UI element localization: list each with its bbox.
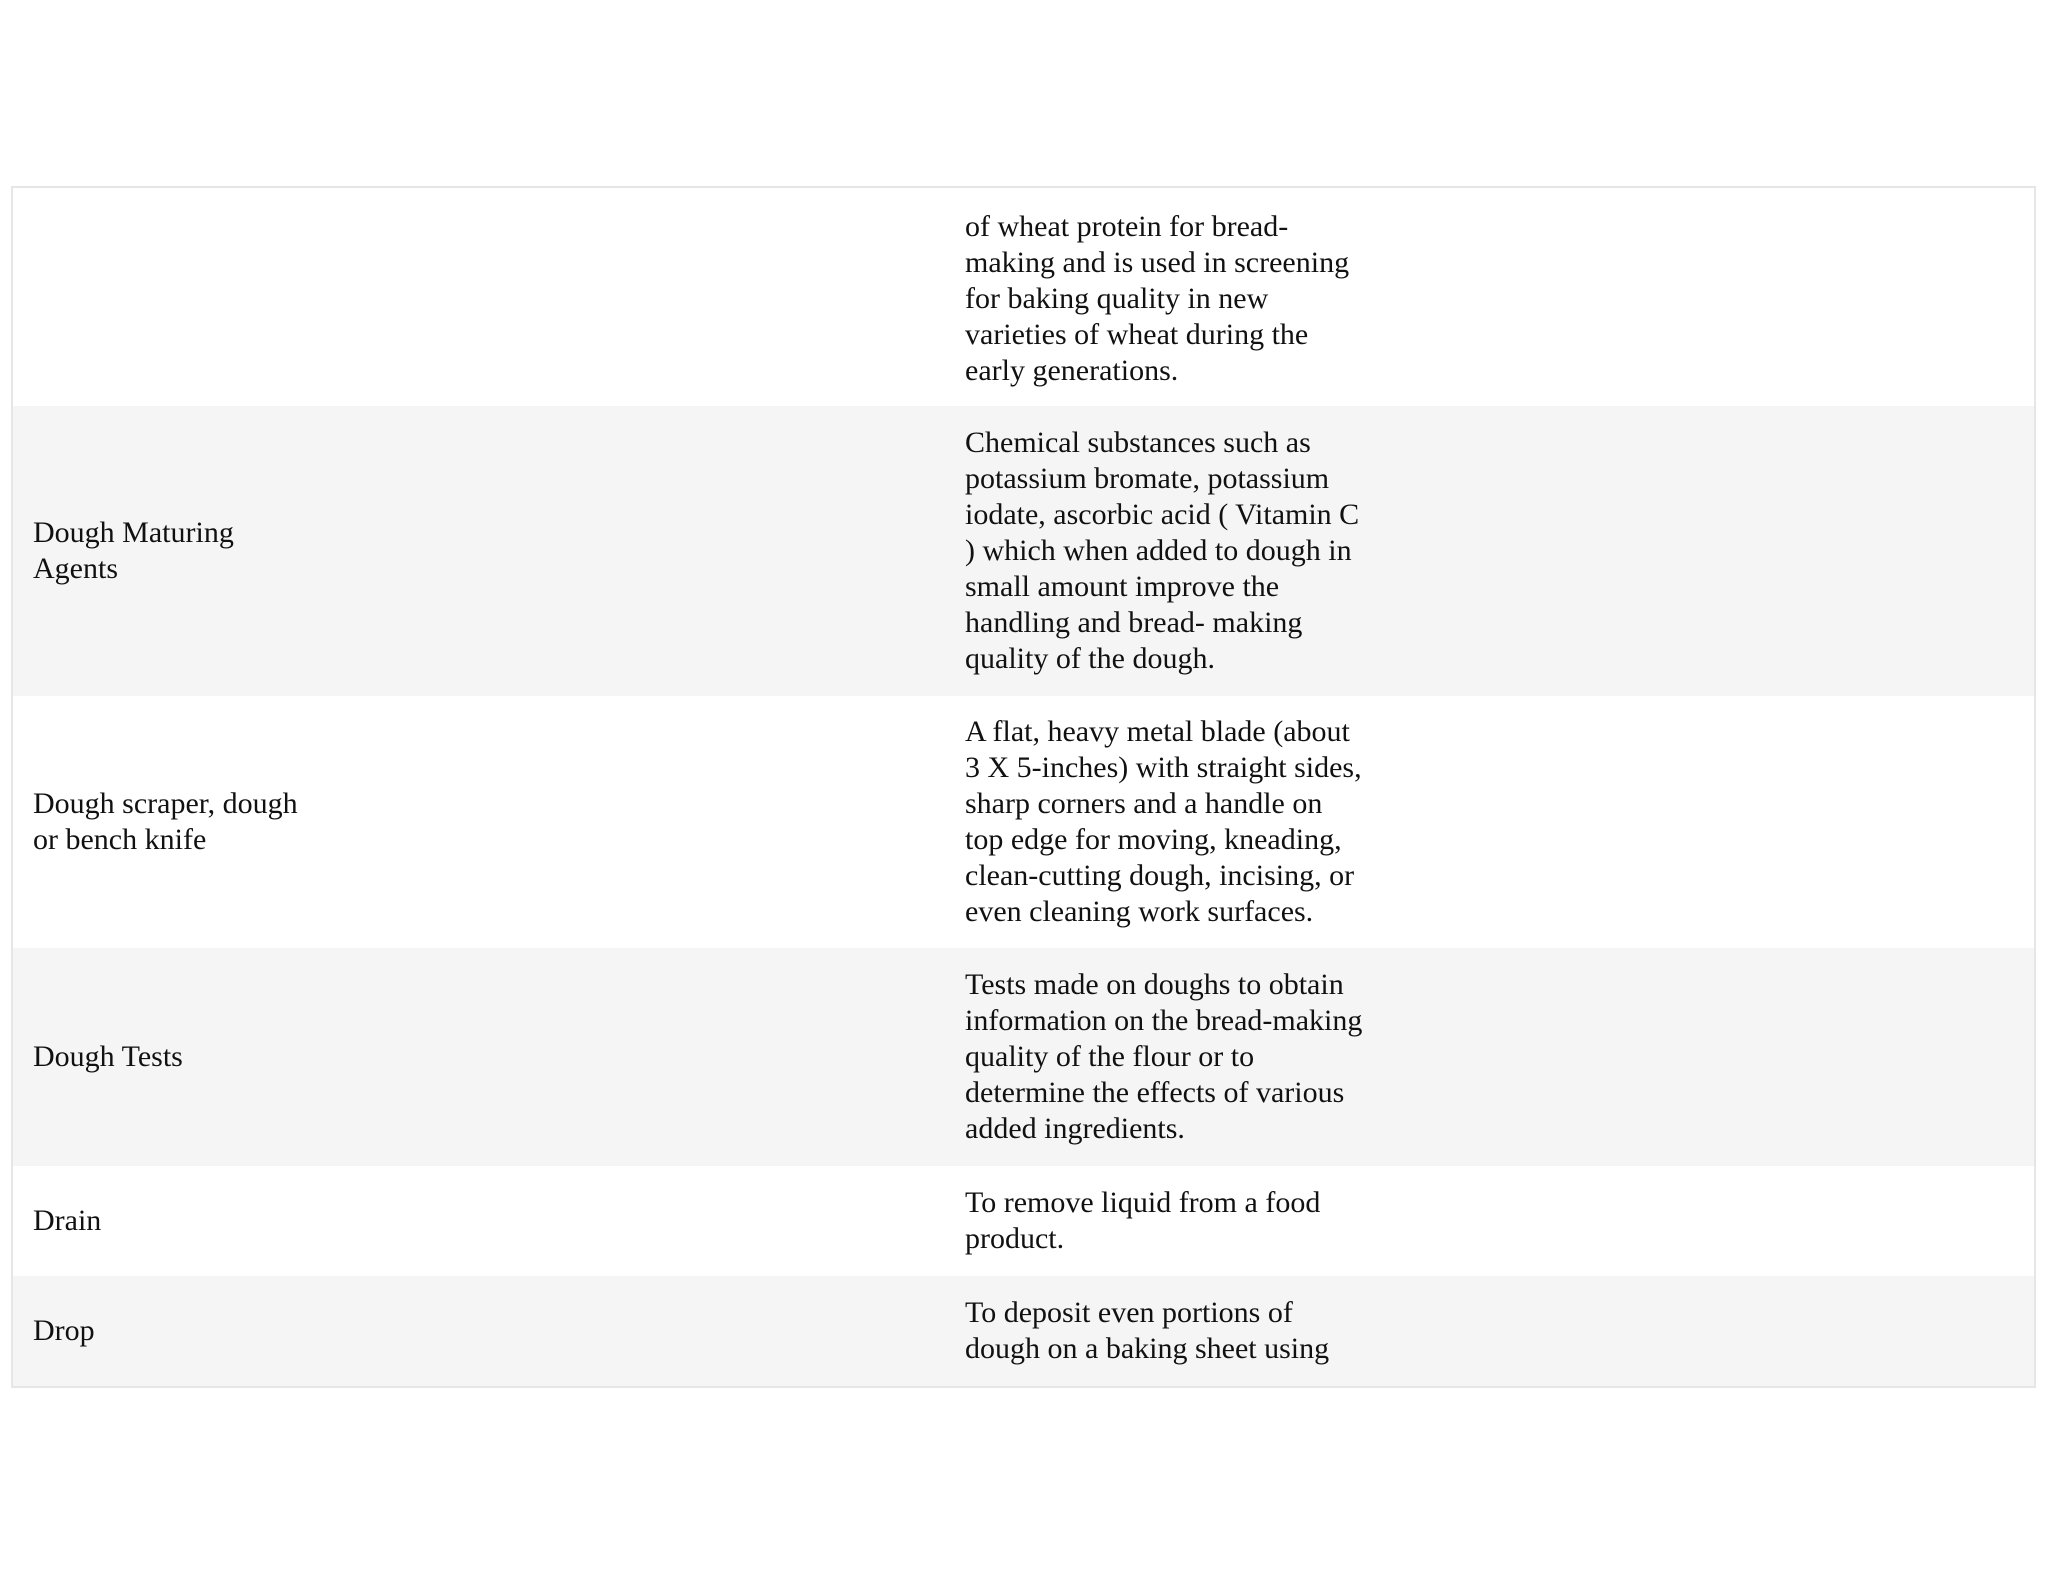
definition-line: ) which when added to dough in — [965, 534, 1352, 567]
definition-line: handling and bread- making — [965, 606, 1303, 639]
definition-cell — [965, 209, 1405, 389]
definition-line: iodate, ascorbic acid ( Vitamin C — [965, 498, 1360, 531]
table-row — [13, 696, 2034, 948]
table-row — [13, 188, 2034, 406]
definition-cell — [965, 1185, 1405, 1257]
definition-line: To deposit even portions of — [965, 1296, 1293, 1329]
definition-cell — [965, 1295, 1405, 1367]
term-line: Agents — [33, 552, 118, 585]
term-line: or bench knife — [33, 823, 207, 856]
term-line: Drain — [33, 1204, 102, 1237]
definition-line: A flat, heavy metal blade (about — [965, 715, 1350, 748]
term-line: Dough Maturing — [33, 516, 234, 549]
definition-line: for baking quality in new — [965, 282, 1269, 315]
definition-line: early generations. — [965, 354, 1179, 387]
definition-line: of wheat protein for bread- — [965, 210, 1289, 243]
glossary-table — [11, 186, 2036, 1388]
definition-line: even cleaning work surfaces. — [965, 895, 1314, 928]
definition-line: top edge for moving, kneading, — [965, 823, 1342, 856]
definition-line: small amount improve the — [965, 570, 1280, 603]
definition-line: added ingredients. — [965, 1112, 1185, 1145]
definition-line: To remove liquid from a food — [965, 1186, 1321, 1219]
definition-line: dough on a baking sheet using — [965, 1332, 1330, 1365]
table-row — [13, 1166, 2034, 1276]
definition-line: 3 X 5-inches) with straight sides, — [965, 751, 1362, 784]
term-line: Dough scraper, dough — [33, 787, 298, 820]
definition-line: sharp corners and a handle on — [965, 787, 1323, 820]
definition-line: product. — [965, 1222, 1065, 1255]
definition-cell — [965, 714, 1405, 930]
table-row — [13, 948, 2034, 1166]
term-cell — [13, 1039, 965, 1075]
term-line: Dough Tests — [33, 1040, 183, 1073]
definition-line: quality of the dough. — [965, 642, 1215, 675]
definition-line: Tests made on doughs to obtain — [965, 968, 1344, 1001]
term-cell — [13, 515, 965, 587]
term-cell — [13, 1313, 965, 1349]
definition-line: varieties of wheat during the — [965, 318, 1309, 351]
definition-line: Chemical substances such as — [965, 426, 1311, 459]
definition-line: clean-cutting dough, incising, or — [965, 859, 1355, 892]
definition-line: quality of the flour or to — [965, 1040, 1255, 1073]
definition-line: potassium bromate, potassium — [965, 462, 1330, 495]
table-row — [13, 1276, 2034, 1386]
definition-line: information on the bread-making — [965, 1004, 1363, 1037]
definition-line: making and is used in screening — [965, 246, 1350, 279]
term-cell — [13, 786, 965, 858]
table-row — [13, 406, 2034, 696]
definition-cell — [965, 967, 1405, 1147]
definition-line: determine the effects of various — [965, 1076, 1345, 1109]
term-cell — [13, 1203, 965, 1239]
definition-cell — [965, 425, 1405, 677]
term-line: Drop — [33, 1314, 95, 1347]
